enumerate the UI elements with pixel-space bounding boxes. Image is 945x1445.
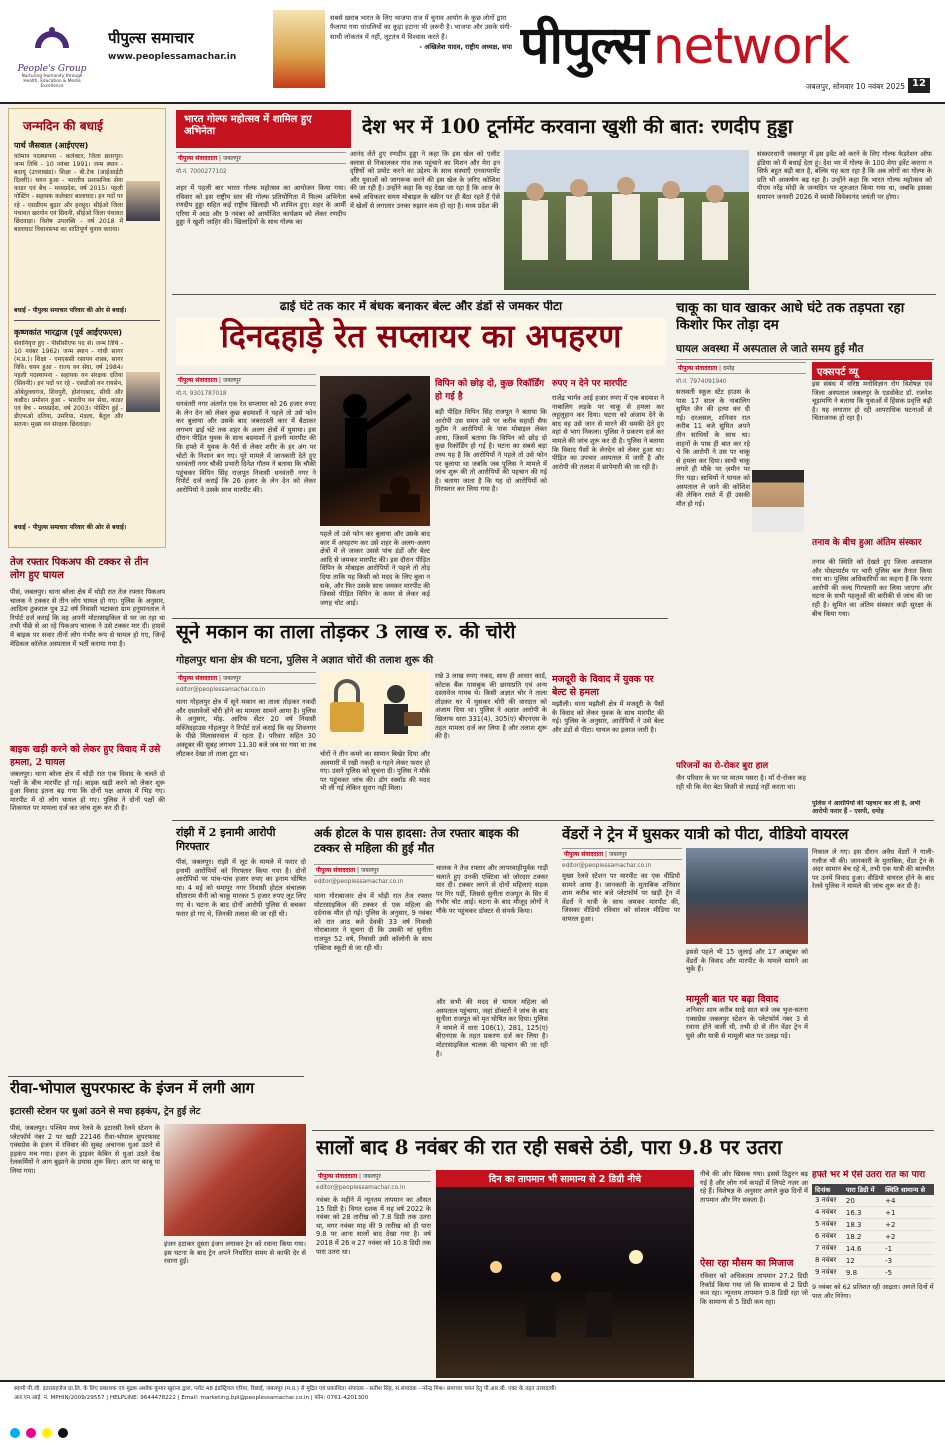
cold-byline-city: जबलपुर [362,1173,381,1180]
temperature-table [812,1184,934,1279]
golf-photo [504,150,749,290]
birthday-title: जन्मदिन की बधाई [23,119,103,133]
leader-photo [273,10,325,88]
hotel-email[interactable]: editor@peoplessamachar.co.in [314,879,404,885]
cold-col1: नवंबर के महीने में न्यूनतम तापमान का औसत 15 डिग्री है। विगत दशक में यह वर्ष 2022 के नवंबर को 28 तारीख को 7.8 डिग्री तक उतरा था, मगर नवंबर माह की 9 तारीख को ही पारा 9.8 पर आना सालों बाद देखा गया है। वर्ष 2018 में 26 व 27 नवंबर को 10.8 डिग्री तक पारा उतरा था। [316,1196,431,1256]
table-cell: 5 नवंबर [812,1219,843,1231]
kidnap-col1: धनवंतरी नगर अंतर्गत एक रेत सप्लायर को 26 हजार रुपए के लेन देन को लेकर कुछ बदमाशों ने पहले तो उसे फोन कर बुलाया और उसके बाद जबरदस्ती कार में बैठाकर लगभग ढाई घंटे तक शहर के अलग क्षेत्रों में घुमाया। इस दौरान पीड़ित युवक के साथ बदमाशों ने इतनी मारपीट की कि हफ्ते में युवक के पैरों से लेकर शरीर के हर अंग पर चोटों के निशान बन गए। पूरे मामले में जानकारी देते हुए धनवंतरी नगर चौकी प्रभारी दिनेश गौतम ने बताया कि चौकी पहुंचकर विपिन सिंह राजपूत निवासी धनवंतरी नगर ने रिपोर्ट दर्ज कराई कि 26 हजार के लेन देन को लेकर आरोपियों ने उसके साथ मारपीट की। [176,400,316,494]
table-cell: 9 नवंबर [812,1267,843,1279]
table-row [812,1207,934,1219]
vendor-byline-city: जबलपुर [608,851,627,858]
theft-headline: सूने मकान का ताला तोड़कर 3 लाख रु. की चोरी [176,622,516,643]
kidnap-byline: पीपुल्स संवाददाता | जबलपुर मो.नं. 9301787018 [176,374,316,397]
color-registration-marks [10,1428,68,1438]
paper-brand [108,28,268,68]
horseshoe-logo-icon [14,8,90,60]
golfers-illustration [504,150,749,290]
fire-col2: इंजन हटाकर दूसरा इंजन लगाकर ट्रेन को रवाना किया गया। इस घटना के बाद ट्रेन अपने निर्धारित समय से काफी देर से रवाना हुई। [164,1240,306,1266]
table-cell: +1 [882,1207,934,1219]
golf-byline: पीपुल्स संवाददाता | जबलपुर मो.नं. 7000277102 [176,152,346,175]
kidnap-kicker: ढाई घंटे तक कार में बंधक बनाकर बेल्ट और डंडों से जमकर पीटा [279,300,563,313]
golf-byline-reporter: पीपुल्स संवाददाता [178,155,218,162]
vendor-col4: निकाल ले गए। इस दौरान अवैध वेंडरों ने गाली-गलौज भी की। जानकारी के मुताबिक, वेंडर ट्रेन के अंदर सामान बेच रहे थे, तभी एक यात्री की बातचीत पर उनमें विवाद हुआ। वीडियो वायरल होने के बाद रेलवे पुलिस ने मामले की जांच शुरू कर दी है। [812,848,934,891]
network-en: network [652,17,849,75]
theft-sub: मजदूरी के विवाद में युवक पर बेल्ट से हमला [552,674,654,698]
table-cell: 14.6 [843,1243,882,1255]
knife-byline-city: दमोह [722,365,735,372]
quote-text: सबसे ख़राब भारत के लिए भाजपा राज में चुनाव आयोग के कुछ लोगों द्वारा फैलाया गया धांधलियों का कूड़ा हटाना भी ज़रूरी है। भाजपा और उसके संगी-साथी लोकतंत्र में नहीं, लूटतंत्र में विश्वास करते हैं। [330,14,512,41]
hotel-col1: थाना गोराबाजार क्षेत्र में थोड़ी रात तेज रफ्तार मोटरसाइकिल की टक्कर से एक महिला की दर्दनाक मौत हो गई। पुलिस के अनुसार, 9 नवंबर को रात आठ बजे देवकी 33 वर्ष निवासी गोराबाजार ने सूचना दी कि उसकी मां सुनीता राजपूत 52 वर्ष, निवासी उसी कॉलोनी के साथ एक्टिवा स्कूटी से जा रही थी। [314,892,432,952]
knife-headline: घायल अवस्था में अस्पताल ले जाते समय हुई मौत [676,342,934,360]
truck-col2: जबलपुर। थाना बरेला क्षेत्र में थोड़ी रात एक विवाद के चलते दो पक्षों के बीच मारपीट हो गई। बाइक खड़ी करने को लेकर शुरू हुआ विवाद इतना बढ़ गया कि दोनों पक्ष आपस में भिड़ गए। मारपीट में दो लोग घायल हो गए। पुलिस ने दोनों पक्षों की शिकायत पर मामला दर्ज कर जांच शुरू कर दी है। [10,770,165,813]
paper-name: पीपुल्स समाचार [108,29,194,47]
person2-bio: सेवानिवृत्त हुए - पीसीसीएफ पद से। जन्म तिथि - 10 नवंबर 1962। जन्म स्थान - गांधी सागर (म.प्र.)। शिक्षा - एमएससी रसायन शास्त्र, सागर विवि। चयन हुआ - राज्य वन सेवा, वर्ष 1984। पहली पदस्थापना - सहायक वन संरक्षक दतिया (सिवनी)। इन पदों पर रहे - एसडीओ वन रायसेन, ओबेदुल्लागंज, शिवपुरी, होशंगाबाद, सीधी और कन्नौद। प्रमोशन हुआ - भारतीय वन सेवा, काडर एवं बैच - मध्यप्रदेश, वर्ष 2003। पोस्टिंग हुई - डीएफओ दतिया, उमरिया, मंडला, बैतूल और सतना। मुख्य वन संरक्षक छिंदवाड़ा। [14,340,123,428]
masthead [0,0,945,104]
assault-silhouette-icon [320,376,430,526]
knife-caption: पुलिस ने आरोपियों की पहचान कर ली है, अभी आरोपी फरार हैं - एसपी, दमोह [812,800,921,816]
vendor-col3: शनिवार शाम करीब साढ़े सात बजे जब भुज-सतना एक्सप्रेस जबलपुर स्टेशन के प्लेटफॉर्म नंबर 3 से रवाना होने वाली थी, तभी दो से तीन वेंडर ट्रेन में घुसे और यात्री से मामूली बात पर उलझ पड़े। [686,1006,808,1040]
table-cell: 9.8 [843,1267,882,1279]
table-row [812,1267,934,1279]
person1-photo [126,181,160,221]
vendor-headline: वेंडरों ने ट्रेन में घुसकर यात्री को पीटा, वीडियो वायरल [562,826,849,843]
temperature-table-box [812,1170,934,1376]
network-logo [520,8,920,78]
person1-name: पार्थ जैसवाल (आईएएस) [14,141,89,150]
cold-col3: रविवार को अधिकतम तापमान 27.2 डिग्री रिकॉर्ड किया गया जो कि सामान्य से 2 डिग्री कम रहा। न्यूनतम तापमान 9.8 डिग्री रहा जो कि सामान्य से 5 डिग्री कम रहा। [700,1272,808,1306]
knife-victim-photo [752,470,804,532]
golf-col1: शहर में पहली बार भारत गोल्फ महोत्सव का आयोजन किया गया। रविवार को इस राष्ट्रीय स्तर की गोल्फ प्रतियोगिता में फिल्म अभिनेता रणदीप हुड्डा सहित कई राष्ट्रीय खिलाड़ी भी शामिल हुए। शहर के आर्मी एरिया में आठ और 9 नवंबर को आयोजित कार्यक्रम को लेकर रणदीप हुड्डा ने खुशी जाहिर की। खिलाड़ियों के साथ गोल्फ का [176,184,346,227]
vendor-byline: पीपुल्स संवाददाता | जबलपुर editor@peoplessamachar.co.in [562,848,682,869]
night-traffic-illustration [436,1187,694,1367]
golf-mobile: मो.नं. 7000277102 [176,169,227,175]
table-cell: +2 [882,1231,934,1243]
table-cell: -5 [882,1267,934,1279]
table-cell: 18.2 [843,1231,882,1243]
cold-photo-caption: दिन का तापमान भी सामान्य से 2 डिग्री नीचे [436,1170,694,1187]
quote-author: - अखिलेश यादव, राष्ट्रीय अध्यक्ष, सपा [419,43,512,52]
person2-wish: बधाई - पीपुल्स समाचार परिवार की ओर से बधाई। [14,524,127,531]
truck-sub: बाइक खड़ी करने को लेकर हुए विवाद में उसे हमला, 2 घायल [10,744,161,768]
knife-col2: तनाव की स्थिति को देखते हुए जिला अस्पताल और पोस्टमार्टम पर भारी पुलिस बल तैनात किया गया था। पुलिस अधिकारियों का कहना है कि फरार आरोपी की जल्द गिरफ्तारी कर लिया जाएगा और घटना के सभी पहलुओं की बारीकी से जांच की जा रही है। सुमित का अंतिम संस्कार कड़ी सुरक्षा के बीच किया गया। [812,558,932,618]
kidnap-sub1: विपिन को छोड़ दो, कुछ रिकॉर्डिंग हो गई है [435,379,545,402]
group-name: People's Group [17,64,87,74]
cold-col2: नीचे की ओर खिसक गया। इससे ठिठुरन बढ़ गई है और लोग गर्म कपड़ों में लिपटे नज़र आ रहे हैं। विशेषज्ञ के अनुसार अगले कुछ दिनों में तापमान और गिर सकता है। [700,1170,808,1204]
thief-lock-icon [320,672,430,746]
theft-byline-city: जबलपुर [222,675,241,682]
arrest-col1: पीसं, जबलपुर। रांझी में लूट के मामले में फरार दो इनामी आरोपियों को गिरफ्तार किया गया है। दोनों आरोपियों पर पांच-पांच हजार रुपए का इनाम घोषित था। 4 मई को घमापुर नगर निवासी होटल संचालक सीताराम सैनी को चाकू मारकर 5 हजार रुपए लूट लिए गए थे। घटना के बाद दोनों आरोपी पुलिस से बचकर फरार हो गए थे, जिनकी तलाश की जा रही थी। [176,858,306,918]
expert-text: इस संबंध में वरिष्ठ मनोविज्ञान रोग विशेषज्ञ एवं जिला अस्पताल जबलपुर के एडवोकेट डॉ. रजनेश चूड़ामणि ने बताया कि युवाओं में हिंसक प्रवृत्ति बढ़ी है। यह लगातार हो रही आपराधिक घटनाओं से चिंताजनक हो रहा है। [812,380,932,423]
kidnap-mobile: मो.नं. 9301787018 [176,391,227,397]
birthday-divider [14,320,160,321]
section-rule-5 [312,1130,934,1131]
table-header-cell: पारा डिग्री में [843,1184,882,1195]
golf-col4: संस्कारधानी जबलपुर में इस इवेंट को करने के लिए गोल्फ फेडरेशन ऑफ इंडिया को मैं बधाई देता हूं। देश भर में गोल्फ के 100 मेगा इवेंट कराना न सिर्फ बहुत बड़ी बात है, बल्कि यह बता रहा है कि अब लोगों का गोल्फ के प्रति भी आकर्षण बढ़ रहा है। उन्होंने कहा कि भारत गोल्फ महोत्सव को पीएम नरेंद्र मोदी के जन्मदिन पर शुरुआत किया गया था, जबकि इसका समापन जनवरी 2026 में स्वामी विवेकानंद जयंती पर होगा। [757,150,932,201]
birthday-column [8,108,166,548]
kidnap-headline: दिनदहाड़े रेत सप्लायर का अपहरण [176,318,666,366]
theft-col4: मझौली। थाना मझौली क्षेत्र में मजदूरी के पैसों के विवाद को लेकर युवक के साथ मारपीट की गई। पुलिस के अनुसार, आरोपियों ने उसे बेल्ट और डंडों से पीटा। घायल का इलाज जारी है। [552,700,664,734]
group-tagline: Nurturing Humanity through Health, Education & Media Excellence [21,74,83,89]
table-header-cell: स्थिति सामान्य से [882,1184,934,1195]
person1-wish: बधाई - पीपुल्स समाचार परिवार की ओर से बधाई। [14,307,127,314]
fire-photo [164,1124,306,1236]
section-rule-3 [172,820,934,821]
vendor-byline-reporter: पीपुल्स संवाददाता [564,851,604,858]
knife-col3: जैन परिवार के घर पर मातम पसरा है। माँ रो-रोकर कह रही थी कि मेरा बेटा किसी से लड़ाई नहीं करता था। [676,774,806,791]
table-cell: +4 [882,1195,934,1207]
truck-headline: तेज रफ्तार पिकअप की टक्कर से तीन लोग हुए घायल [10,557,149,581]
footer-imprint: स्वामी पी.जी. इंटरप्राइजेज प्रा.लि. के लिए प्रकाशक एवं मुद्रक अशोक कुमार खुराना द्वारा, प्लॉट 48 इंडस्ट्रियल एरिया, रिछाई, जबलपुर (म.प्र.) से मुद्रित एवं प्रकाशित। संपादक - सतीश सिंह, सं.संपादक - नरेन्द्र मिश्र। समाचार चयन हेतु पी.आर.बी. एक्ट के तहत उत्तरदायी। [14,1386,557,1392]
group-logo [14,8,90,96]
theft-kicker: गोहलपुर थाना क्षेत्र की घटना, पुलिस ने अज्ञात चोरों की तलाश शुरू की [176,655,434,666]
cold-byline-reporter: पीपुल्स संवाददाता [318,1173,358,1180]
expert-label: एक्सपर्ट व्यू [812,362,932,380]
golf-kicker: भारत गोल्फ महोत्सव में शामिल हुए अभिनेता [176,110,351,148]
hotel-byline-city: जबलपुर [360,867,379,874]
golf-col2: आनंद लेते हुए रणदीप हुड्डा ने कहा कि इस खेल को एलीट क्लास से निकालकर गांव तक पहुंचाने का मिशन और मेरा इन दृष्टियों को प्रमोट करने का उद्देश्य के साथ संस्थाएँ एनवायरमेंट और युवाओं को जागरूक करने की इस खेल के ज़रिए कोशिश की जा रही है। उन्होंने कहा कि यह देखा जा रहा है कि आज के बच्चे अधिकतर समय मोबाइल के स्क्रीन पर ही बैठा रहते हैं ऐसे में खेलों से लगातार उनका रुझान कम हो रहा है। मध्य प्रदेश की [350,150,500,210]
footer [0,1380,945,1445]
theft-byline-reporter: पीपुल्स संवाददाता [178,675,218,682]
table-cell: -3 [882,1255,934,1267]
website[interactable]: www.peoplessamachar.in [108,52,237,62]
person1-bio: वर्तमान पदस्थापना - कलेक्टर, जिला छतरपुर। जन्म तिथि - 10 नवंबर 1991। जन्म स्थान - बदायूं (उत्तराखंड)। शिक्षा - बी.टेक (आईआईटी दिल्ली)। चयन हुआ - भारतीय प्रशासनिक सेवा काडर एवं बैच - मध्यप्रदेश, वर्ष 2015। पहली पोस्टिंग - सहायक कलेक्टर बालाघाट। इन पदों पर रहे - एसडीएम बुढ़ार और हरसूद। सीईओ जिला पंचायत खरगोन एवं सिवनी, सीईओ जिला पंचायत छिंदवाड़ा। विशेष उपलब्धि - वर्ष 2018 में बालाघाट विधानसभा का शांतिपूर्ण चुनाव कराया। [14,153,123,233]
network-hindi: पीपुल्स [520,16,648,76]
kidnap-byline-city: जबलपुर [222,377,241,384]
table-cell: 4 नवंबर [812,1207,843,1219]
cold-headline: सालों बाद 8 नवंबर की रात रही सबसे ठंडी, पारा 9.8 पर उतरा [316,1136,783,1159]
kidnap-byline-reporter: पीपुल्स संवाददाता [178,377,218,384]
quote-box [330,14,512,94]
table-cell: 20 [843,1195,882,1207]
table-cell: 12 [843,1255,882,1267]
table-cell: 3 नवंबर [812,1195,843,1207]
knife-col1: सरस्वती स्कूल स्टेट हाउस के पास 17 साल के नाबालिग सुमित जैन की हत्या कर दी गई। दरअसल, शनिवार रात करीब 11 बजे सुमित अपने तीन साथियों के साथ था। वाहनों के पास ही बात कर रहे थे कि आरोपी ने उस पर चाकू से हमला कर दिया। साथी चाकू लगते ही मौके पर ज़मीन पर गिर पड़ा। साथियों ने घायल को अस्पताल ले जाने की कोशिश की लेकिन रास्ते में ही उसकी मौत हो गई। [676,388,750,508]
arrest-headline: रांझी में 2 इनामी आरोपी गिरफ्तार [176,826,276,853]
knife-mobile: मो.नं. 7974091940 [676,379,727,385]
knife-byline-reporter: पीपुल्स संवाददाता [678,365,718,372]
knife-sub1: तनाव के बीच हुआ अंतिम संस्कार [812,538,922,548]
hotel-col2: चालक ने तेज रफ्तार और लापरवाहीपूर्वक गाड़ी चलाते हुए उनकी एक्टिवा को जोरदार टक्कर मार दी। टक्कर लगने से दोनों महिलाएं सड़क पर गिर पड़ीं, जिससे सुनीता राजपूत के सिर में गंभीर चोट आई। घटना के बाद मौजूद लोगों ने मौके पर पहुंचकर डॉक्टर से संपर्क किया। [436,864,548,915]
truck-col1: पीसं, जबलपुर। थाना बरेला क्षेत्र में थोड़ी रात तेज रफ्तार पिकअप चालक ने टक्कर से तीन लोग घायल हो गए। पुलिस के अनुसार, आदित्य ठुकराल पुत्र 32 वर्ष निवासी भटाकरा ग्राम हनुमानताल ने रिपोर्ट दर्ज कराई कि वह अपनी मोटरसाइकिल से घर जा रहा था तभी पीछे से आ रहे पिकअप चालक ने उसे टक्कर मार दी। हादसे में बाइक पर सवार तीनों लोग गंभीर रूप से घायल हो गए, जिन्हें मेडिकल कॉलेज अस्पताल में भर्ती कराया गया है। [10,588,165,648]
hotel-col3: और सभी की मदद से घायल महिला को अस्पताल पहुंचाया, जहां डॉक्टरों ने जांच के बाद सुनीता राजपूत को मृत घोषित कर दिया। पुलिस ने मामले में धारा 106(1), 281, 125(ए) बीएनएस के तहत प्रकरण दर्ज कर लिया है। मोटरसाइकिल चालक की पहचान की जा रही है। [436,998,548,1058]
section-rule-2 [172,618,668,619]
table-cell: 7 नवंबर [812,1243,843,1255]
vendor-photo [686,848,808,944]
table-cell: -1 [882,1243,934,1255]
person2-photo [126,372,160,412]
theft-illustration [320,672,430,746]
table-title: हफ्ते भर में ऐसे उतरा रात का पारा [812,1170,926,1180]
theft-col3: रखे 3 लाख रुपए नकद, साथ ही आधार कार्ड, कोटक बैंक पासबुक की छायाप्रति एवं अन्य दस्तावेज गायब थे। किसी अज्ञात चोर ने ताला तोड़कर घर में घुसकर चोरी की वारदात को अंजाम दिया था। पुलिस ने अज्ञात आरोपी के खिलाफ धारा 331(4), 305(ए) बीएनएस के तहत मामला दर्ज कर लिया है और तलाश शुरू की है। [435,672,547,741]
section-rule-4 [8,1076,304,1077]
page-number: 12 [908,78,930,93]
table-cell: 6 नवंबर [812,1231,843,1243]
knife-sub2: परिजनों का रो-रोकर बुरा हाल [676,761,769,771]
cold-photo [436,1170,694,1378]
table-cell: 18.3 [843,1219,882,1231]
table-cell: 8 नवंबर [812,1255,843,1267]
cold-email[interactable]: editor@peoplessamachar.co.in [316,1185,406,1191]
table-row [812,1243,934,1255]
knife-kicker: चाकू का घाव खाकर आधे घंटे तक तड़पता रहा किशोर फिर तोड़ा दम [676,300,905,333]
fire-kicker: इटारसी स्टेशन पर धुआं उठने से मचा हड़कंप, ट्रेन हुई लेट [10,1106,201,1117]
theft-email[interactable]: editor@peoplessamachar.co.in [176,687,266,693]
golf-byline-city: जबलपुर [222,155,241,162]
dateline: जबलपुर, सोमवार 10 नवंबर 2025 [805,82,905,91]
table-row [812,1195,934,1207]
vendor-col2: इससे पहले भी 15 जुलाई और 17 अक्टूबर को वेंडरों के विवाद और मारपीट के मामले सामने आ चुके हैं। [686,948,808,974]
person2-name: कृष्णकांत भारद्वाज (पूर्व आईएफएस) [14,328,123,337]
hotel-byline-reporter: पीपुल्स संवाददाता [316,867,356,874]
theft-col2: चोरों ने तीन कमरे का सामान बिखेर दिया और अलमारी में रखी नकदी व गहने लेकर फरार हो गए। उसने पुलिस को सूचना दी। पुलिस ने मौके पर पहुंचकर जांच की। डॉग स्क्वॉड की मदद भी ली गई लेकिन सुराग नहीं मिला। [320,750,430,793]
golf-headline: देश भर में 100 टूर्नामेंट करवाना खुशी की बात: रणदीप हुड्डा [362,116,793,138]
table-row [812,1231,934,1243]
theft-byline: पीपुल्स संवाददाता | जबलपुर editor@peoplessamachar.co.in [176,672,316,693]
table-cell: +2 [882,1219,934,1231]
hotel-headline: अर्क होटल के पास हादसा: तेज रफ्तार बाइक की टक्कर से महिला की हुई मौत [314,826,519,855]
cold-sub: ऐसा रहा मौसम का मिजाज [700,1258,794,1269]
fire-headline: रीवा-भोपाल सुपरफास्ट के इंजन में लगी आग [10,1080,255,1097]
vendor-col1: मुख्य रेलवे स्टेशन पर मारपीट का एक वीडियो सामने आया है। जानकारी के मुताबिक शनिवार शाम करीब चार बजे प्लेटफॉर्म पर खड़ी ट्रेन में वेंडरों ने यात्री के साथ जमकर मारपीट की, जिसका वीडियो रविवार को सोशल मीडिया पर वायरल हुआ। [562,872,680,923]
kidnap-col2: पहले तो उसे फोन कर बुलाया और उसके बाद कार में अपहरण कर उसे शहर के अलग-अलग क्षेत्रों में ले जाकर उससे पांच डंडों और बेल्ट आदि से जमकर मारपीट की। इस दौरान पीड़ित विपिन के मोबाइल आरोपियों ने पहले तो तोड़ दिया ताकि यह किसी को मदद के लिए बुला न सके, और फिर उसके साथ जमकर मारपीट की जिससे पीड़ित विपिन के कमर से लेकर कई जगह चोट आई। [320,530,430,607]
table-note: 9 नवंबर को 62 प्रतिशत रही आद्रता। अगले दिनों में पारा और गिरेगा। [812,1283,934,1300]
vendor-email[interactable]: editor@peoplessamachar.co.in [562,863,652,869]
vendor-sub: मामूली बात पर बढ़ा विवाद [686,994,779,1005]
theft-col1: थाना गोहलपुर क्षेत्र में सूने मकान का ताला तोड़कर नकदी और दस्तावेजों चोरी होने का मामला सामने आया है। पुलिस के अनुसार, मोह. आरिफ सेंटर 20 वर्ष निवासी मस्जिदहाउस गोहलपुर ने रिपोर्ट दर्ज कराई कि वह शिवनगर के पीछे मिलासरवाल में रहता है। परिवार सहित 30 अक्टूबर की सुबह लगभग 11.30 बजे जब घर गया था तब लौटकर देखा तो ताला टूटा था। [176,698,316,758]
cold-byline: पीपुल्स संवाददाता | जबलपुर editor@peoplessamachar.co.in [316,1170,431,1191]
knife-byline: पीपुल्स संवाददाता | दमोह मो.नं. 7974091940 [676,362,806,385]
kidnap-col4: राजेंद्र भार्गव आई हजार रुपए में एक बदमाश ने नाबालिग लड़के पर चाकू से हमला कर लहूलुहान कर दिया। घटना को अंजाम देने के बाद वह उसे जान से मारने की धमकी देते हुए वहां से भाग निकला। पुलिस ने प्रकरण दर्ज कर मामले की जांच शुरू कर दी है। पुलिस ने बताया कि विवाद पैसों के लेनदेन को लेकर हुआ था। पीड़ित का उपचार अस्पताल में जारी है और आरोपी की तलाश में छापेमारी की जा रही है। [552,394,664,471]
table-cell: 16.3 [843,1207,882,1219]
section-rule-1 [172,294,936,295]
kidnap-sub2: रुपए न देने पर मारपीट [552,379,627,389]
table-header-cell: दिनांक [812,1184,843,1195]
table-row [812,1255,934,1267]
kidnap-col3: बड़ी पीड़ित विपिन सिंह राजपूत ने बताया कि आरोपी उस समय उसे पर करीब सहादी सैफ मुहीम ने आरोपियों के पास मोबाइल लेकर आया, जिसमें बताया कि विपिन को छोड़ दो कुछ रिकॉर्डिंग हो गई है। घटना का सबसे बड़ा तथ्य यह है कि आरोपियों ने पहले तो उसे फोन पर बुलाया था जबकि जब पुलिस ने मामले में जांच शुरू की तो आरोपियों की पहचान की गई है। बताया जाता है कि यह दो आरोपियों को गिरफ्तार कर लिया गया है। [435,408,547,494]
hotel-byline: पीपुल्स संवाददाता | जबलपुर editor@peoplessamachar.co.in [314,864,434,885]
footer-imprint2: आर.एन.आई. नं. MPHIN/2009/29557 | HELPLINE: 9644478222 | Email: marketing.bpl@peoplessamachar.co.in | फोन: 0761-4201300 [14,1395,369,1402]
table-row [812,1219,934,1231]
kidnap-illustration [320,376,430,526]
fire-col1: पीसं, जबलपुर। पश्चिम मध्य रेलवे के इटारसी रेलवे स्टेशन के प्लेटफॉर्म नंबर 2 पर खड़ी 22146 रीवा-भोपाल सुपरफास्ट एक्सप्रेस के इंजन में रविवार की सुबह अचानक धुआं उठने से हड़कंप मच गया। इंजन के ड्राइवर केबिन से धुआं उठते देख रेलकर्मियों ने आग बुझाने के प्रयास शुरू किए। आग पर काबू पा लिया गया। [10,1124,160,1175]
